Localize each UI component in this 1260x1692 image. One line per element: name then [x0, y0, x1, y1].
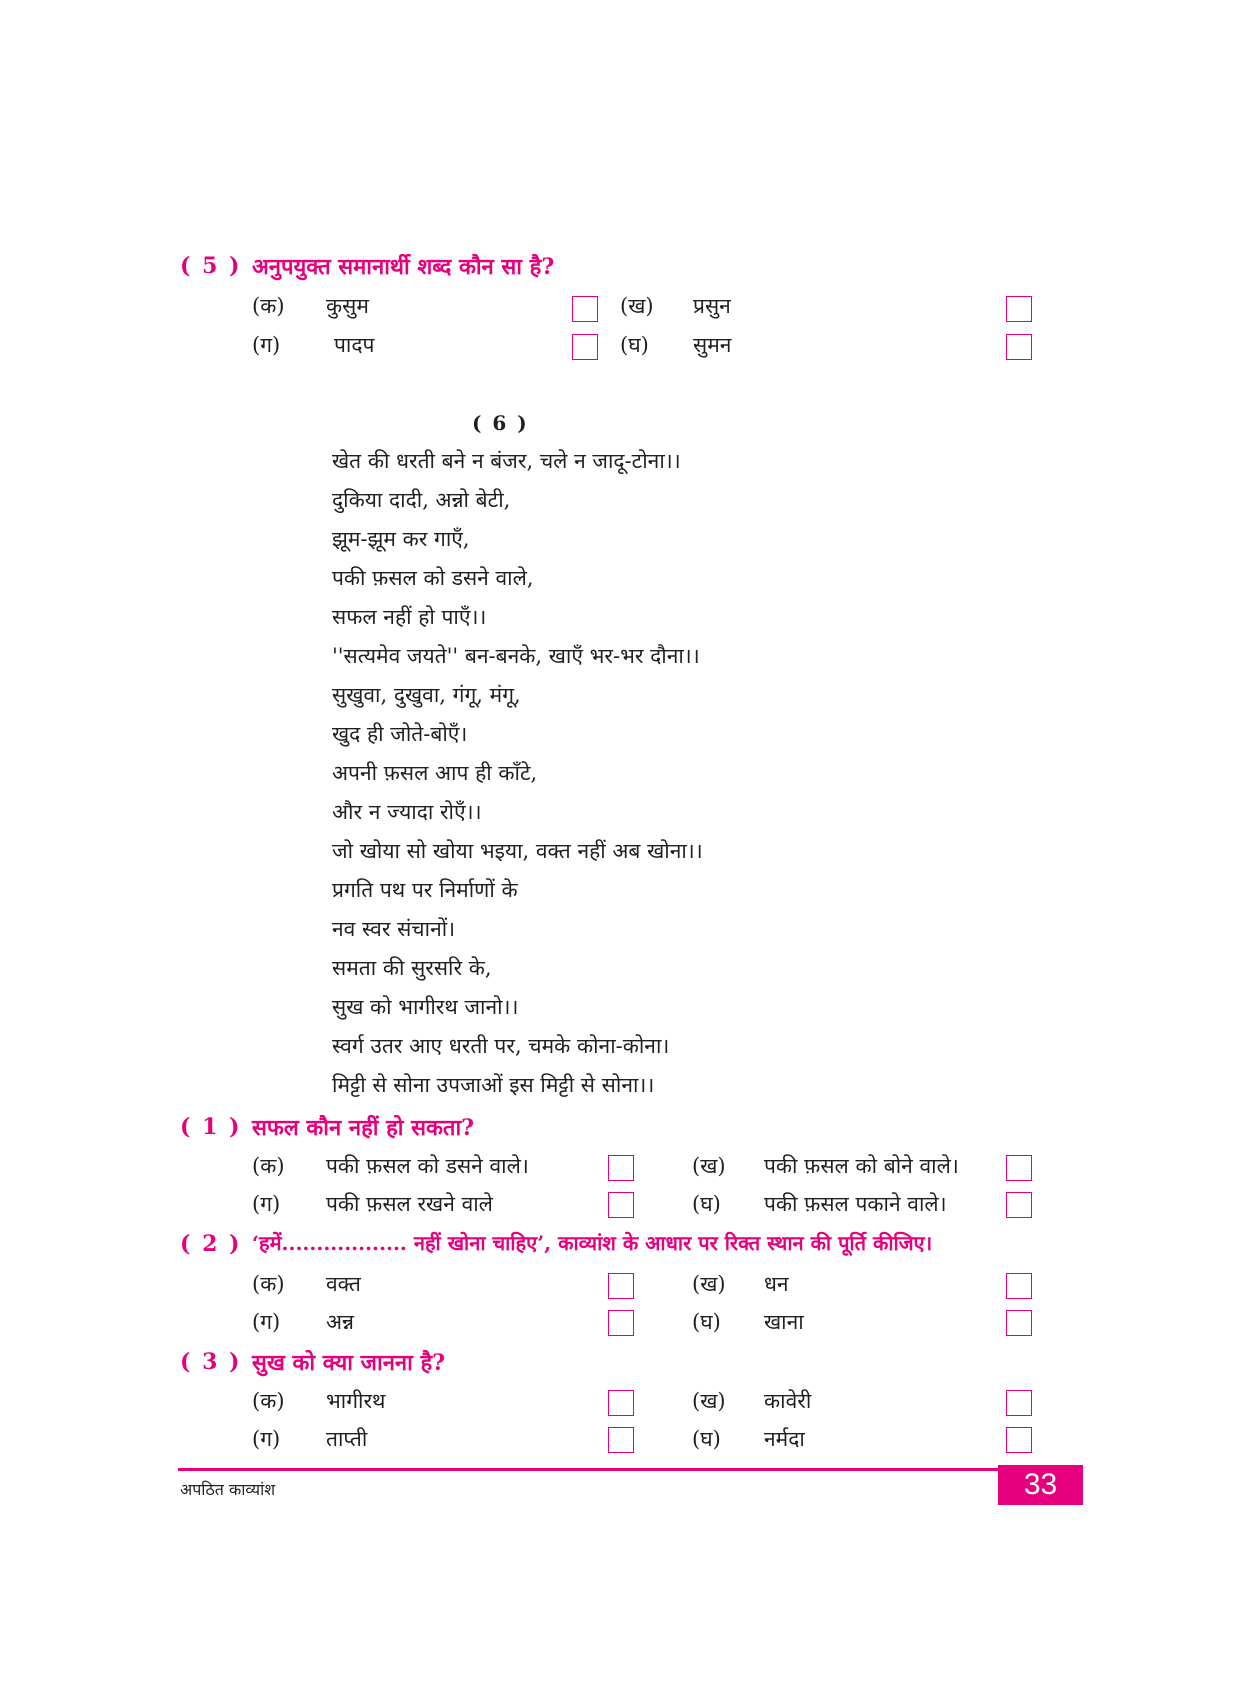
option-letter: (क) — [252, 1272, 285, 1296]
answer-checkbox[interactable] — [1006, 1390, 1032, 1416]
section-number: ( 6 ) — [472, 411, 529, 435]
answer-checkbox[interactable] — [608, 1390, 634, 1416]
option-text: सुमन — [693, 333, 732, 357]
answer-checkbox[interactable] — [608, 1273, 634, 1299]
poem-line: प्रगति पथ पर निर्माणों के — [332, 878, 518, 902]
poem-line: पकी फ़सल को डसने वाले, — [332, 566, 534, 590]
poem-line: और न ज्यादा रोएँ।। — [332, 800, 482, 824]
answer-checkbox[interactable] — [1006, 1427, 1032, 1453]
option-letter: (ख) — [692, 1154, 726, 1178]
question-text: सुख को क्या जानना है? — [252, 1350, 446, 1376]
option-letter: (घ) — [692, 1427, 721, 1451]
option-letter: (ख) — [620, 294, 654, 318]
poem-line: झूम-झूम कर गाएँ, — [332, 527, 470, 551]
answer-checkbox[interactable] — [1006, 296, 1032, 322]
option-text: खाना — [764, 1310, 804, 1334]
option-text: पकी फ़सल को बोने वाले। — [764, 1154, 959, 1178]
option-text: ताप्ती — [326, 1427, 368, 1451]
option-text: भागीरथ — [326, 1389, 386, 1413]
option-letter: (क) — [252, 1154, 285, 1178]
answer-checkbox[interactable] — [608, 1427, 634, 1453]
option-letter: (ग) — [252, 1192, 281, 1216]
page-number: 33 — [998, 1465, 1083, 1505]
answer-checkbox[interactable] — [1006, 1192, 1032, 1218]
poem-line: सफल नहीं हो पाएँ।। — [332, 605, 487, 629]
answer-checkbox[interactable] — [1006, 1310, 1032, 1336]
option-text: प्रसुन — [693, 294, 731, 318]
poem-line: स्वर्ग उतर आए धरती पर, चमके कोना-कोना। — [332, 1034, 670, 1058]
poem-line: सुख को भागीरथ जानो।। — [332, 995, 519, 1019]
poem-line: जो खोया सो खोया भइया, वक्त नहीं अब खोना।। — [332, 839, 703, 863]
option-letter: (घ) — [692, 1192, 721, 1216]
poem-line: सुखुवा, दुखुवा, गंगू, मंगू, — [332, 683, 521, 707]
answer-checkbox[interactable] — [608, 1192, 634, 1218]
option-letter: (ख) — [692, 1389, 726, 1413]
option-text: धन — [764, 1272, 789, 1296]
poem-line: नव स्वर संचानों। — [332, 917, 456, 941]
option-text: पादप — [334, 333, 375, 357]
answer-checkbox[interactable] — [608, 1310, 634, 1336]
option-letter: (घ) — [620, 333, 649, 357]
option-text: पकी फ़सल पकाने वाले। — [764, 1192, 947, 1216]
option-letter: (घ) — [692, 1310, 721, 1334]
footer-section-label: अपठित काव्यांश — [180, 1480, 276, 1499]
question-number: ( 2 ) — [180, 1231, 242, 1257]
poem-line: मिट्टी से सोना उपजाओं इस मिट्टी से सोना।। — [332, 1073, 655, 1097]
option-letter: (ख) — [692, 1272, 726, 1296]
poem-line: खेत की धरती बने न बंजर, चले न जादू-टोना।। — [332, 449, 681, 473]
option-text: नर्मदा — [764, 1427, 805, 1451]
poem-line: समता की सुरसरि के, — [332, 956, 492, 980]
poem-line: खुद ही जोते-बोएँ। — [332, 722, 468, 746]
question-text: सफल कौन नहीं हो सकता? — [252, 1115, 475, 1141]
option-text: पकी फ़सल रखने वाले — [326, 1192, 493, 1216]
question-text: अनुपयुक्त समानार्थी शब्द कौन सा है? — [252, 254, 555, 280]
option-text: वक्त — [326, 1272, 361, 1296]
footer-divider — [178, 1468, 1081, 1471]
option-letter: (ग) — [252, 1427, 281, 1451]
answer-checkbox[interactable] — [572, 296, 598, 322]
option-letter: (ग) — [252, 1310, 281, 1334]
option-text: पकी फ़सल को डसने वाले। — [326, 1154, 529, 1178]
poem-line: अपनी फ़सल आप ही काँटे, — [332, 761, 538, 785]
poem-line: दुकिया दादी, अन्नो बेटी, — [332, 488, 511, 512]
answer-checkbox[interactable] — [608, 1155, 634, 1181]
option-letter: (ग) — [252, 333, 281, 357]
option-text: कावेरी — [764, 1389, 812, 1413]
answer-checkbox[interactable] — [1006, 334, 1032, 360]
option-text: कुसुम — [326, 294, 369, 318]
answer-checkbox[interactable] — [572, 334, 598, 360]
question-number: ( 5 ) — [180, 253, 242, 279]
question-number: ( 1 ) — [180, 1114, 242, 1140]
answer-checkbox[interactable] — [1006, 1273, 1032, 1299]
answer-checkbox[interactable] — [1006, 1155, 1032, 1181]
option-letter: (क) — [252, 294, 285, 318]
poem-line: ''सत्यमेव जयते'' बन-बनके, खाएँ भर-भर दौना।। — [332, 644, 700, 668]
question-text: ‘हमें.................. नहीं खोना चाहिए’, काव्यांश के आधार पर रिक्त स्थान की पूर्ति कीजिए। — [252, 1231, 933, 1255]
option-letter: (क) — [252, 1389, 285, 1413]
option-text: अन्न — [326, 1310, 355, 1334]
question-number: ( 3 ) — [180, 1349, 242, 1375]
